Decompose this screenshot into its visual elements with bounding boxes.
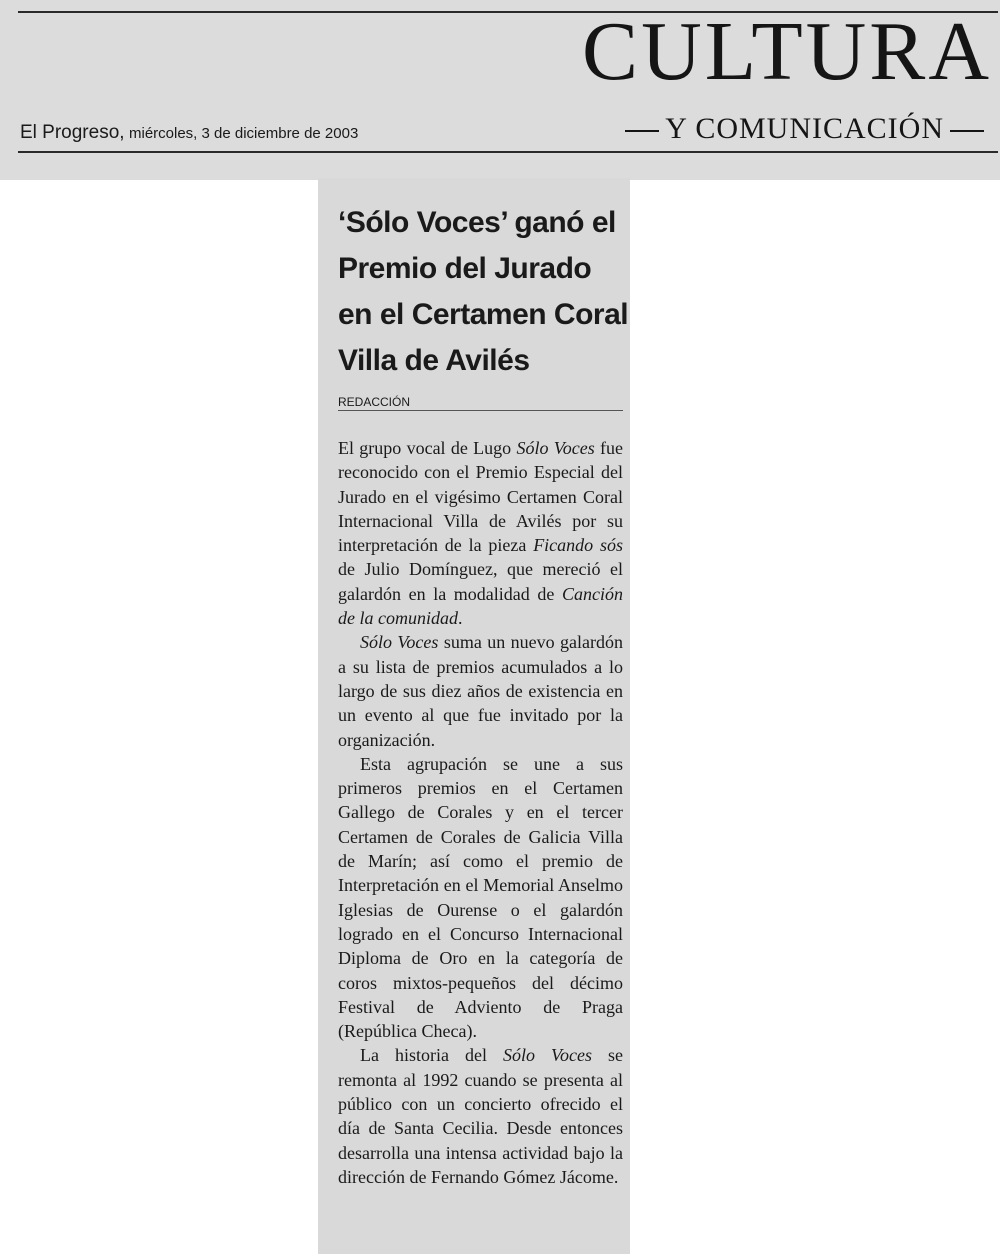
article-byline: REDACCIÓN	[338, 395, 411, 409]
article-body	[338, 436, 623, 1189]
italic-text-run: Sólo Voces	[360, 632, 439, 653]
text-run: La historia del	[360, 1045, 503, 1066]
text-run: de Julio Domínguez, que mereció el galardón en la modalidad de	[338, 559, 623, 604]
article-headline: ‘Sólo Voces’ ganó el Premio del Jurado en el Certamen Coral Villa de Avilés	[338, 206, 629, 377]
article-paragraph	[338, 436, 623, 630]
newspaper-name: El Progreso,	[20, 122, 125, 143]
section-title: CULTURA	[582, 5, 992, 98]
byline-rule	[338, 410, 623, 411]
italic-text-run: Canción de la comunidad	[338, 583, 623, 629]
section-subtitle	[619, 112, 990, 146]
text-run: se remonta al 1992 cuando se presenta al público con un concierto ofrecido el día de Santa Cecilia. Desde entonces desarrolla una intensa actividad bajo la dirección de Fernando Gómez Jácome.	[338, 1045, 624, 1187]
italic-text-run: Sólo Voces	[503, 1045, 592, 1066]
text-run: fue reconocido con el Premio Especial del Jurado en el vigésimo Certamen Coral Internacional Villa de Avilés por su interpretación de la pieza	[338, 438, 623, 556]
header-bottom-rule	[18, 151, 998, 153]
article-paragraph	[338, 752, 623, 1044]
article-paragraph	[338, 1043, 623, 1189]
section-subtitle-text: Y COMUNICACIÓN	[665, 112, 944, 145]
newspaper-header	[0, 0, 1000, 180]
text-run: El grupo vocal de Lugo	[338, 438, 517, 458]
text-run: suma un nuevo galardón a su lista de premios acumulados a lo largo de sus diez años de existencia en un evento al que fue invitado por la organización.	[338, 632, 624, 750]
subtitle-dash-right	[950, 130, 984, 132]
text-run: Esta agrupación se une a sus primeros premios en el Certamen Gallego de Corales y en el tercer Certamen de Corales de Galicia Villa de Marín; así como el premio de Interpretación en el Memorial Anselmo Iglesias de Ourense o el galardón logrado en el Concurso Internacional Diploma de Oro en la categoría de coros mixtos-pequeños del décimo Festival de Adviento de Praga (República Checa).	[338, 753, 623, 1042]
issue-date: miércoles, 3 de diciembre de 2003	[129, 125, 359, 142]
italic-text-run: Ficando sós	[533, 535, 624, 556]
article-paragraph	[338, 630, 623, 751]
text-run: .	[457, 608, 463, 629]
article-column	[318, 178, 630, 1254]
subtitle-dash-left	[625, 130, 659, 132]
masthead	[20, 122, 358, 144]
italic-text-run: Sólo Voces	[516, 438, 595, 458]
